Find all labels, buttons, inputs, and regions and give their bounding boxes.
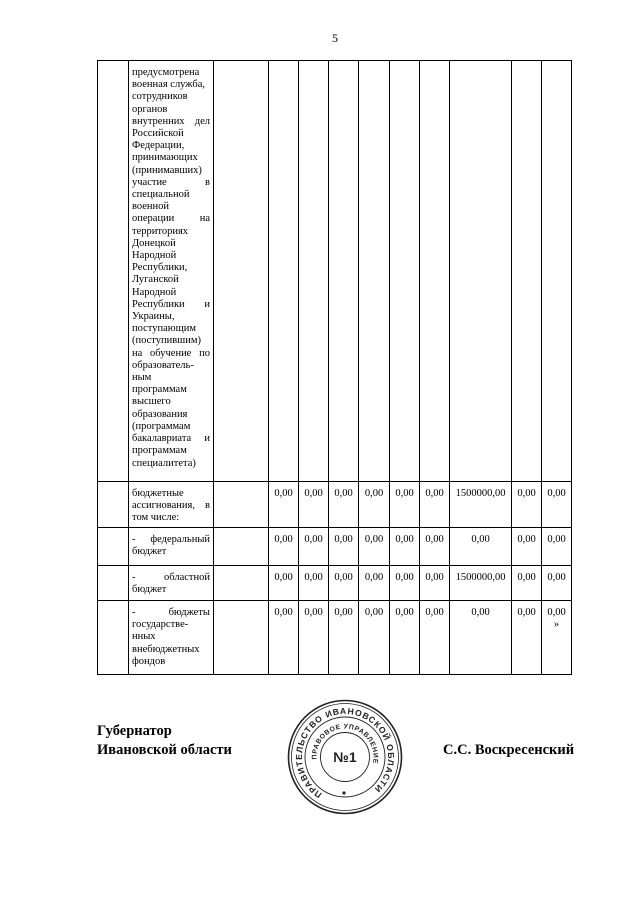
amount-value: 0,00 [517, 572, 536, 583]
amount-value: 0,00 [364, 488, 384, 499]
amount-value: 0,00 [517, 488, 536, 499]
amount-value: 0,00 [395, 572, 414, 583]
label-line: (поступившим) [132, 335, 202, 347]
amount-value: 0,00 [364, 607, 384, 618]
label-line: специальной [132, 189, 190, 201]
amount-value: 0,00 [334, 488, 353, 499]
label-line: участие в [132, 176, 210, 188]
label-line: государстве- [132, 619, 189, 631]
value-cell [420, 61, 450, 482]
value-cell [420, 566, 450, 601]
value-cell [512, 482, 542, 528]
amount-value: 0,00 [471, 534, 490, 545]
value-cell [269, 61, 299, 482]
amount-value: 0,00 [304, 607, 323, 618]
budget-table-body [98, 61, 572, 675]
label-line: фондов [132, 655, 166, 667]
empty-cell [214, 482, 269, 528]
value-cell [359, 528, 390, 566]
label-line: специалитета) [132, 457, 196, 469]
table-row [98, 601, 572, 675]
value-cell [359, 601, 390, 675]
label-line: Российской [132, 128, 184, 140]
value-cell [542, 566, 572, 601]
label-line: - федеральный [132, 534, 210, 545]
label-line: органов [132, 103, 168, 115]
row-number-cell [98, 528, 129, 566]
value-cell [450, 528, 512, 566]
label-line: Республики и [132, 298, 210, 310]
signatory-title [97, 722, 232, 760]
label-line: принимающих [132, 152, 198, 164]
label-line: предусмотрена [132, 67, 200, 78]
amount-value: 0,00 [547, 534, 566, 545]
empty-cell [214, 601, 269, 675]
amount-value: 0,00 [395, 607, 414, 618]
signatory-title-line: Губернатор [97, 723, 172, 739]
value-cell [450, 601, 512, 675]
amount-value: 0,00 [334, 534, 353, 545]
value-cell [269, 566, 299, 601]
value-cell [329, 482, 359, 528]
value-cell [329, 61, 359, 482]
amount-value: 0,00 [547, 572, 566, 583]
value-cell [512, 528, 542, 566]
row-label-cell [129, 528, 214, 566]
label-line: программам [132, 384, 187, 396]
value-cell [329, 601, 359, 675]
label-line: программам [132, 445, 187, 457]
value-cell [542, 601, 572, 675]
label-line: ассигнования, в [132, 500, 210, 512]
value-cell [420, 528, 450, 566]
value-cell [299, 566, 329, 601]
value-cell [359, 61, 390, 482]
amount-value: 0,00 [425, 572, 444, 583]
amount-value: 0,00 [304, 488, 323, 499]
empty-cell [214, 61, 269, 482]
seal-number: №1 [333, 749, 357, 765]
value-cell [450, 61, 512, 482]
value-cell [542, 61, 572, 482]
label-line: военная служба, [132, 79, 206, 91]
empty-cell [214, 528, 269, 566]
label-line: Донецкой [132, 237, 176, 249]
value-cell [359, 566, 390, 601]
amount-value: 0,00 [425, 488, 444, 499]
row-label-cell [129, 61, 214, 482]
amount-value: 0,00 [517, 607, 536, 618]
amount-value: 0,00 [517, 534, 536, 545]
seal-graphic [287, 699, 403, 815]
amount-value: 0,00 [364, 534, 384, 545]
amount-value: 0,00 [395, 488, 414, 499]
label-line: поступающим [132, 323, 196, 335]
label-line: нных [132, 631, 156, 643]
label-line: Луганской [132, 274, 179, 286]
value-cell [299, 528, 329, 566]
amount-value: 0,00 [425, 534, 444, 545]
row-number-cell [98, 601, 129, 675]
seal-outer-text-path: ПРАВИТЕЛЬСТВО ИВАНОВСКОЙ ОБЛАСТИ [293, 705, 397, 801]
amount-value: 1500000,00 [455, 572, 506, 583]
row-number-cell [98, 566, 129, 601]
label-line: военной [132, 201, 170, 213]
label-line: бюджет [132, 546, 167, 558]
signatory-name: С.С. Воскресенский [443, 742, 575, 758]
amount-value: 0,00 [274, 572, 293, 583]
label-line: операции на [132, 213, 210, 225]
signatory-title-line: Ивановской области [97, 742, 232, 758]
label-line: бюджетные [132, 488, 184, 499]
row-number-cell [98, 482, 129, 528]
official-seal [287, 699, 403, 815]
value-cell [420, 601, 450, 675]
label-line: ным [132, 372, 152, 384]
amount-value: 0,00 [334, 572, 353, 583]
row-number-cell [98, 61, 129, 482]
label-line: Народной [132, 250, 177, 262]
label-line: образования [132, 408, 188, 420]
label-line: внебюджетных [132, 643, 200, 655]
label-line: образователь- [132, 359, 194, 371]
table-row [98, 566, 572, 601]
row-label-cell [129, 601, 214, 675]
label-line: Республики, [132, 262, 188, 274]
label-line: на обучение по [132, 347, 210, 359]
amount-value: 0,00 [334, 607, 353, 618]
budget-table [97, 60, 572, 675]
amount-value: 0,00 [364, 572, 384, 583]
page-number: 5 [332, 31, 338, 45]
value-cell [329, 566, 359, 601]
value-cell [420, 482, 450, 528]
value-cell [542, 482, 572, 528]
value-cell [269, 482, 299, 528]
seal-dot-icon [342, 791, 345, 794]
label-line: (программам [132, 420, 191, 432]
label-line: бакалавриата и [132, 433, 210, 445]
closing-quote-mark: » [553, 619, 560, 631]
value-cell [299, 61, 329, 482]
seal-inner-text-path: ПРАВОВОЕ УПРАВЛЕНИЕ [311, 723, 379, 764]
value-cell [390, 61, 420, 482]
amount-value: 0,00 [274, 488, 293, 499]
value-cell [512, 566, 542, 601]
label-line: - областной [132, 572, 210, 583]
amount-value: 0,00 [274, 534, 293, 545]
label-line: Народной [132, 286, 177, 298]
label-line: внутренних дел [132, 115, 210, 127]
value-cell [299, 601, 329, 675]
value-cell [299, 482, 329, 528]
value-cell [450, 566, 512, 601]
value-cell [269, 601, 299, 675]
amount-value: 0,00 [274, 607, 293, 618]
empty-cell [214, 566, 269, 601]
value-cell [450, 482, 512, 528]
table-row [98, 528, 572, 566]
value-cell [390, 601, 420, 675]
value-cell [269, 528, 299, 566]
amount-value: 0,00 [304, 534, 323, 545]
row-label-cell [129, 482, 214, 528]
label-line: Федерации, [132, 140, 185, 152]
label-line: высшего [132, 396, 171, 408]
amount-value: 0,00 [425, 607, 444, 618]
row-label-cell [129, 566, 214, 601]
value-cell [512, 61, 542, 482]
amount-value: 0,00 [547, 607, 566, 618]
value-cell [512, 601, 542, 675]
label-line: сотрудников [132, 91, 188, 103]
value-cell [390, 566, 420, 601]
label-line: территориях [132, 225, 189, 237]
value-cell [390, 482, 420, 528]
label-line: - бюджеты [132, 607, 210, 618]
table-row [98, 61, 572, 482]
value-cell [359, 482, 390, 528]
value-cell [329, 528, 359, 566]
amount-value: 0,00 [395, 534, 414, 545]
label-line: бюджет [132, 584, 167, 596]
value-cell [542, 528, 572, 566]
label-line: Украины, [132, 311, 175, 323]
table-row [98, 482, 572, 528]
label-line: том числе: [132, 512, 180, 524]
label-line: (принимавших) [132, 164, 202, 176]
value-cell [390, 528, 420, 566]
amount-value: 0,00 [304, 572, 323, 583]
amount-value: 0,00 [471, 607, 490, 618]
amount-value: 0,00 [547, 488, 566, 499]
amount-value: 1500000,00 [455, 488, 506, 499]
